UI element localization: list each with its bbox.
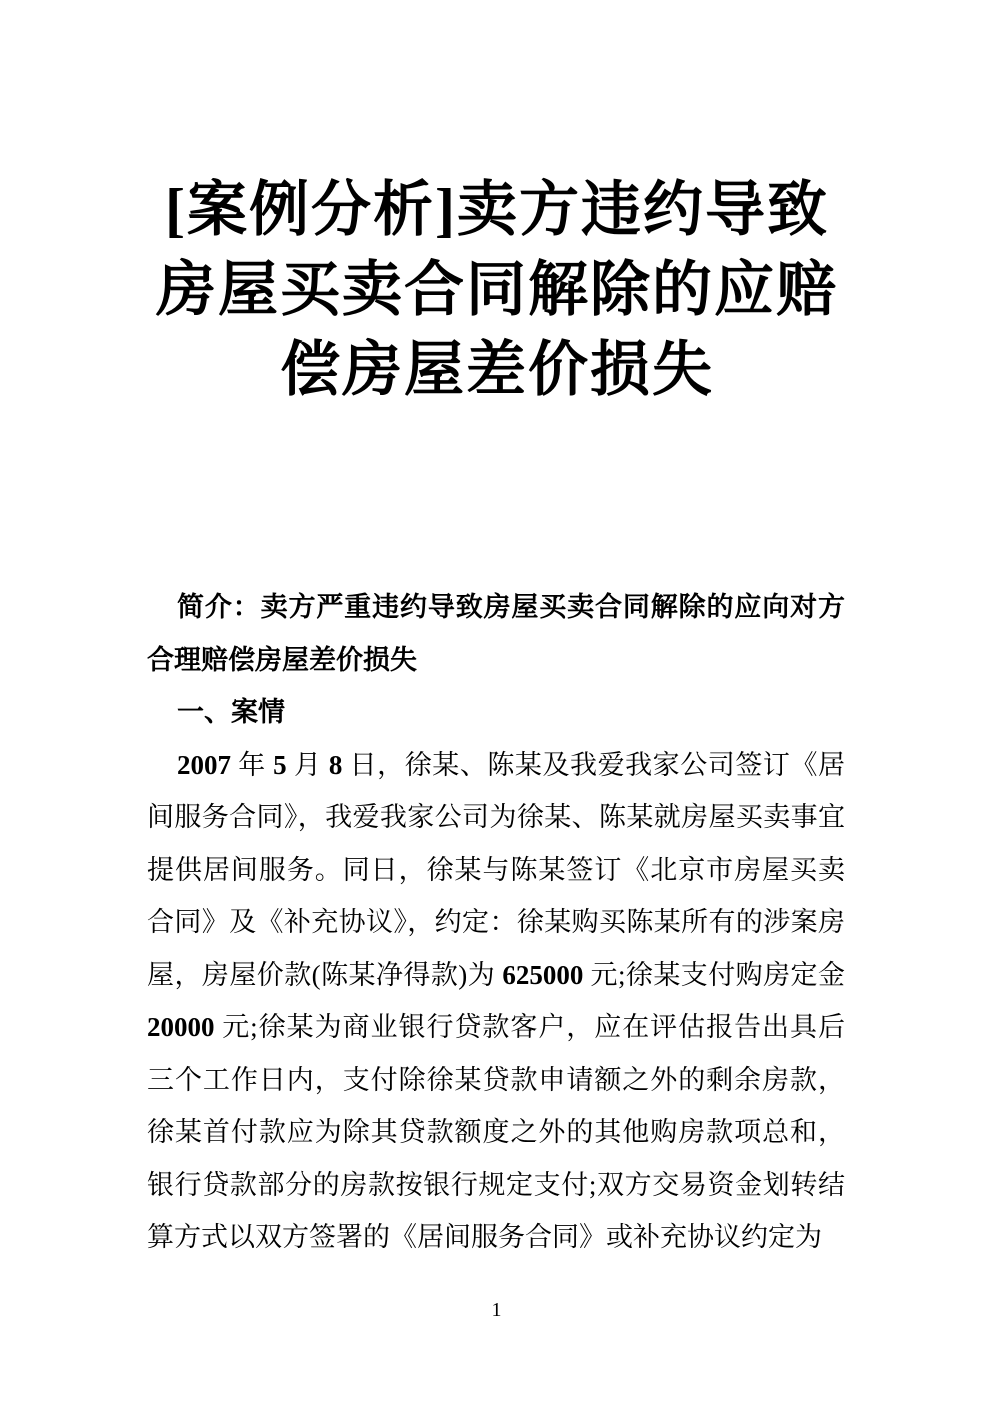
paragraph-section-heading — [147, 686, 845, 739]
text-run: 2007 — [177, 749, 231, 780]
text-run: 8 — [328, 749, 343, 780]
page-number: 1 — [491, 1299, 502, 1321]
document-title — [147, 170, 847, 410]
text-run: 5 — [273, 749, 287, 780]
title-line: 偿房屋差价损失 — [280, 337, 714, 403]
text-run: 日，徐某、陈某及我爱我家公司签订《居间服务合同》，我爱我家公司为徐某、陈某就房屋买卖事宜提供居间服务。同日，徐某与陈某签订《北京市房屋买卖合同》及《补充协议》，约定：徐某购买陈某所有的涉案房屋，房屋价款(陈某净得款)为 — [147, 749, 845, 990]
body-text — [147, 581, 845, 1264]
title-line: 房屋买卖合同解除的应赔 — [156, 257, 838, 323]
text-run: 元;徐某支付购房定金 — [583, 959, 845, 990]
paragraph-body — [147, 739, 845, 1264]
paragraph-intro — [147, 581, 845, 686]
text-run: 简介：卖方严重违约导致房屋买卖合同解除的应向对方合理赔偿房屋差价损失 — [147, 592, 845, 675]
text-run: 年 — [231, 749, 274, 780]
text-run: 一、案情 — [177, 697, 285, 727]
title-line: [案例分析]卖方违约导致 — [165, 177, 829, 243]
text-run: 625000 — [502, 959, 584, 990]
text-run: 元;徐某为商业银行贷款客户，应在评估报告出具后三个工作日内，支付除徐某贷款申请额之外的剩余房款，徐某首付款应为除其贷款额度之外的其他购房款项总和，银行贷款部分的房款按银行规定支付;双方交易资金划转结算方式以双方签署的《居间服务合同》或补充协议约定为 — [147, 1012, 845, 1252]
text-run: 20000 — [147, 1012, 215, 1042]
text-run: 月 — [286, 749, 329, 780]
